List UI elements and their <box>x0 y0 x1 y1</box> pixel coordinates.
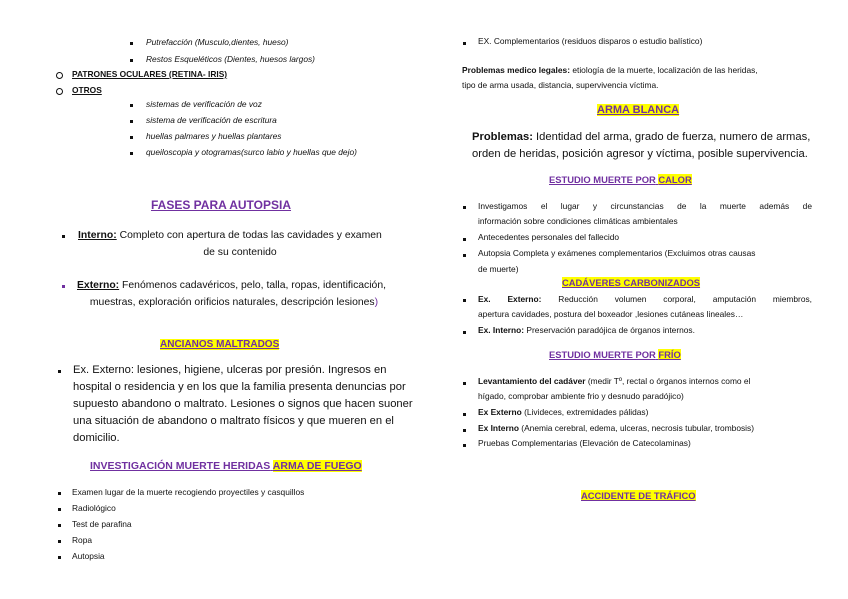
calor-item3-line1: Autopsia Completa y exámenes complementarios (Excluimos otras causas <box>478 248 756 258</box>
paren: ) <box>374 297 379 308</box>
ancianos-line: domicilio. <box>73 432 120 444</box>
bullet-icon <box>463 413 466 416</box>
frio-pruebas: Pruebas Complementarias (Elevación de Catecolaminas) <box>478 438 691 448</box>
list-item: Examen lugar de la muerte recogiendo proyectiles y casquillos <box>72 487 305 497</box>
bullet-icon <box>58 508 61 511</box>
heading-cadaveres-carbonizados: CADÁVERES CARBONIZADOS <box>562 277 701 288</box>
bullet-icon <box>130 42 133 45</box>
problemas-line1 <box>462 63 758 79</box>
heading-arma-blanca: ARMA BLANCA <box>597 104 680 116</box>
section-label-patrones: PATRONES OCULARES (RETINA- IRIS) <box>72 69 228 79</box>
bullet-icon <box>58 492 61 495</box>
bullet-icon <box>130 136 133 139</box>
bullet-icon <box>463 254 466 257</box>
label-problemas-arma: Problemas: <box>472 131 533 143</box>
heading-fases-autopsia: FASES PARA AUTOPSIA <box>150 198 292 212</box>
text-problemas: etiología de la muerte, localización de las heridas, <box>572 65 758 75</box>
heading-highlight: ARMA DE FUEGO <box>272 460 362 472</box>
carbonizados-externo-line2: apertura cavidades, postura del boxeador ,lesiones cutáneas lineales… <box>478 309 744 319</box>
text-ex-interno-frio: (Anemia cerebral, edema, ulceras, necrosis tubular, trombosis) <box>521 423 755 433</box>
calor-item2: Antecedentes personales del fallecido <box>478 232 620 242</box>
bullet-icon <box>130 152 133 155</box>
list-item: Autopsia <box>72 551 105 561</box>
bullet-icon <box>58 556 61 559</box>
bullet-icon <box>62 285 65 288</box>
heading-muerte-calor <box>549 174 692 185</box>
bullet-icon <box>463 42 466 45</box>
ancianos-line: Ex. Externo: lesiones, higiene, ulceras por presión. Ingresos en <box>73 364 387 376</box>
label-interno: Interno: <box>78 230 117 241</box>
carbonizados-externo-line1 <box>478 292 812 308</box>
text-ex-interno: Preservación paradójica de órganos internos. <box>526 325 695 335</box>
bullet-icon <box>463 382 466 385</box>
text-ex-externo: Reducción volumen corporal, amputación miembros, <box>558 294 812 304</box>
frio-ex-externo <box>478 405 648 421</box>
calor-item1-line1: Investigamos el lugar y circunstancias de la muerte además de <box>478 201 812 211</box>
bullet-icon <box>58 540 61 543</box>
fases-interno-line2: de su contenido <box>203 247 277 258</box>
calor-item1-line2: información sobre condiciones climáticas ambientales <box>478 216 678 226</box>
bullet-icon <box>58 370 61 373</box>
text-ex-externo-frio: (Livideces, extremidades pálidas) <box>524 407 649 417</box>
heading-part: ESTUDIO MUERTE POR <box>549 349 656 360</box>
heading-accidente-trafico: ACCIDENTE DE TRÁFICO <box>581 490 696 501</box>
label-ex-interno: Ex. Interno: <box>478 325 525 335</box>
list-item: Radiológico <box>72 503 116 513</box>
heading-part: INVESTIGACIÓN MUERTE HERIDAS <box>90 460 271 472</box>
list-item: Ropa <box>72 535 93 545</box>
label-ex-externo-frio: Ex Externo <box>478 407 522 417</box>
list-item: Putrefacción (Musculo,dientes, hueso) <box>146 37 289 47</box>
ancianos-line: una situación de abandono o maltrato físicos y que mueren en el <box>73 415 394 427</box>
text-externo-2: muestras, exploración orificios naturales, descripción lesiones <box>89 297 375 308</box>
label-ex-externo: Ex. Externo: <box>478 294 542 304</box>
bullet-icon <box>130 59 133 62</box>
list-item: queiloscopia y otogramas(surco labio y huellas que dejo) <box>146 147 357 157</box>
text-interno: Completo con apertura de todas las cavidades y examen <box>119 230 382 241</box>
bullet-icon <box>58 524 61 527</box>
arma-blanca-line1 <box>472 129 810 147</box>
frio-levantamiento-line2: hígado, comprobar ambiente frio y desnudo paradójico) <box>478 391 684 401</box>
bullet-icon <box>463 444 466 447</box>
circle-bullet-icon <box>56 72 63 79</box>
heading-heridas-arma-fuego <box>90 460 362 472</box>
circle-bullet-icon <box>56 88 63 95</box>
bullet-icon <box>463 206 466 209</box>
list-item: sistemas de verificación de voz <box>146 99 262 109</box>
section-label-otros: OTROS <box>72 85 102 95</box>
text-externo: Fenómenos cadavéricos, pelo, talla, ropas, identificación, <box>122 280 386 291</box>
list-item: sistema de verificación de escritura <box>146 115 277 125</box>
ex-complementarios: EX. Complementarios (residuos disparos o estudio balístico) <box>478 36 703 46</box>
heading-muerte-frio <box>549 349 681 360</box>
bullet-icon <box>130 104 133 107</box>
label-levantamiento: Levantamiento del cadáver <box>478 376 586 386</box>
heading-part: ESTUDIO MUERTE POR <box>549 174 656 185</box>
bullet-icon <box>463 238 466 241</box>
calor-item3-line2: de muerte) <box>478 264 519 274</box>
label-problemas: Problemas medico legales: <box>462 65 570 75</box>
heading-highlight: FRÍO <box>658 349 681 360</box>
text-arma-blanca: Identidad del arma, grado de fuerza, numero de armas, <box>536 131 811 143</box>
label-ex-interno-frio: Ex Interno <box>478 423 519 433</box>
bullet-icon <box>62 235 65 238</box>
carbonizados-interno <box>478 323 695 339</box>
frio-ex-interno <box>478 421 754 437</box>
text-levantamiento: (medir Tº, rectal o órganos internos como el <box>587 376 751 386</box>
heading-highlight: CALOR <box>658 174 692 185</box>
heading-ancianos-maltrados: ANCIANOS MALTRADOS <box>160 339 280 350</box>
list-item: Test de parafina <box>72 519 132 529</box>
frio-levantamiento-line1 <box>478 374 750 390</box>
problemas-line2: tipo de arma usada, distancia, supervivencia víctima. <box>462 80 659 90</box>
fases-externo-line1 <box>77 277 386 294</box>
fases-interno-line1 <box>78 227 382 244</box>
ancianos-line: hospital o residencia y en los que la familia presenta denuncias por <box>73 381 406 393</box>
ancianos-line: supuesto abandono o maltrato. Lesiones o signos que hacen suoner <box>73 398 413 410</box>
bullet-icon <box>463 299 466 302</box>
arma-blanca-line2: orden de heridas, posición agresor y víctima, posible supervivencia. <box>472 148 808 160</box>
bullet-icon <box>463 331 466 334</box>
label-externo: Externo: <box>77 280 120 291</box>
list-item: huellas palmares y huellas plantares <box>146 131 282 141</box>
bullet-icon <box>130 120 133 123</box>
fases-externo-line2 <box>58 294 410 311</box>
bullet-icon <box>463 429 466 432</box>
list-item: Restos Esqueléticos (Dientes, huesos largos) <box>146 54 315 64</box>
